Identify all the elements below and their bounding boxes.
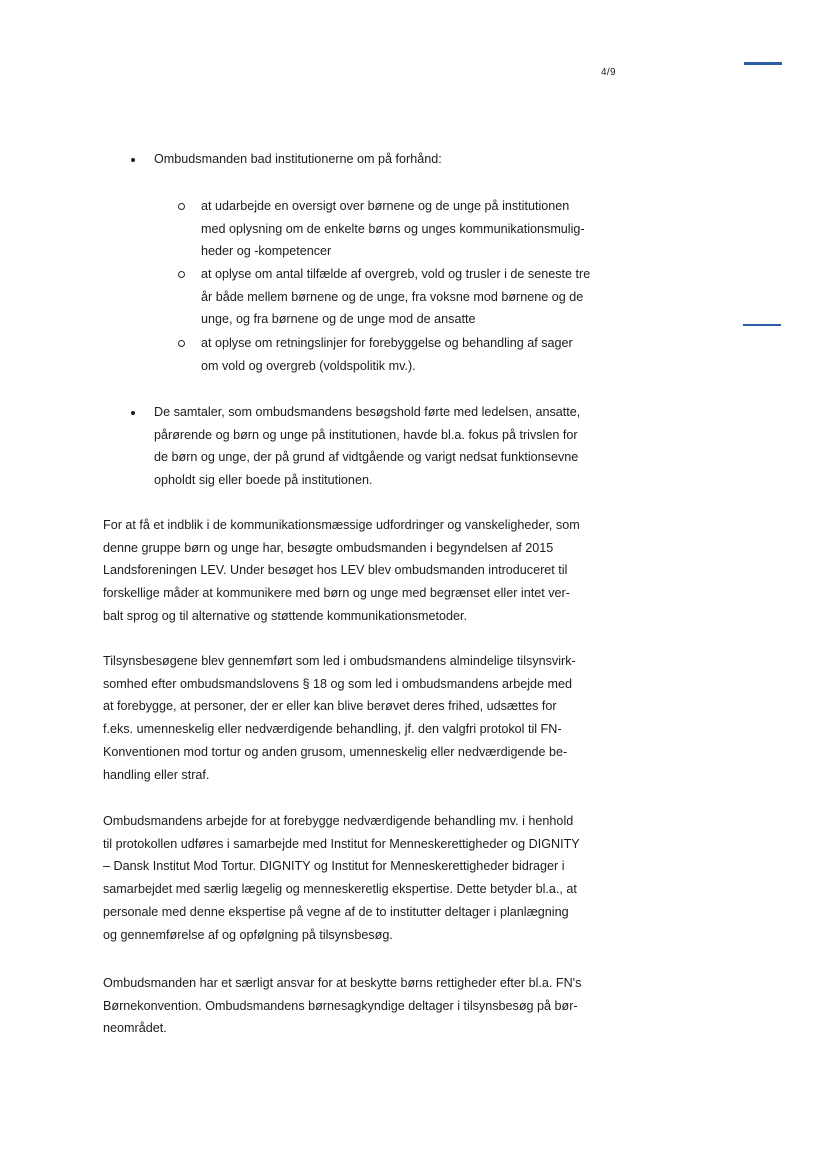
paragraph-line: forskellige måder at kommunikere med børn og unge med begrænset eller intet ver-	[103, 586, 570, 601]
bullet-item-request	[154, 148, 634, 171]
paragraph-line: Tilsynsbesøgene blev gennemført som led i ombudsmandens almindelige tilsynsvirk-	[103, 654, 576, 668]
bullet-item-conversations	[154, 401, 624, 492]
circle-bullet-icon	[178, 340, 185, 347]
paragraph-line: Børnekonvention. Ombudsmandens børnesagkyndige deltager i tilsynsbesøg på bør-	[103, 998, 578, 1013]
paragraph-line: handling eller straf.	[103, 767, 210, 782]
sub-item-line: at oplyse om antal tilfælde af overgreb, vold og trusler i de seneste tre	[201, 267, 591, 281]
bullet-line: de børn og unge, der på grund af vidtgående og varigt nedsat funktionsevne	[154, 450, 579, 465]
paragraph-line: neområdet.	[103, 1021, 167, 1036]
paragraph-line: f.eks. umenneskelig eller nedværdigende behandling, jf. den valgfri protokol til FN-	[103, 722, 562, 737]
sub-item-line: år både mellem børnene og de unge, fra voksne mod børnene og de	[201, 289, 584, 304]
sub-item-line: unge, og fra børnene og de unge mod de ansatte	[201, 312, 476, 327]
sub-item-overview	[201, 195, 621, 263]
sub-item-line: heder og -kompetencer	[201, 244, 332, 259]
paragraph-line: – Dansk Institut Mod Tortur. DIGNITY og Institut for Menneskerettigheder bidrager i	[103, 859, 565, 874]
paragraph-inspection-basis	[103, 650, 613, 786]
page-number: 4/9	[601, 67, 616, 78]
sub-item-line: at udarbejde en oversigt over børnene og de unge på institutionen	[201, 199, 570, 213]
paragraph-line: til protokollen udføres i samarbejde med Institut for Menneskerettigheder og DIGNITY	[103, 836, 580, 851]
bullet-dot-icon	[131, 411, 135, 415]
sub-item-line: med oplysning om de enkelte børns og unges kommunikationsmulig-	[201, 221, 585, 236]
circle-bullet-icon	[178, 271, 185, 278]
paragraph-line: Landsforeningen LEV. Under besøget hos LEV blev ombudsmanden introduceret til	[103, 563, 568, 578]
paragraph-line: personale med denne ekspertise på vegne af de to institutter deltager i planlægning	[103, 904, 569, 919]
paragraph-childrens-rights	[103, 972, 613, 1040]
sub-item-line: at oplyse om retningslinjer for forebyggelse og behandling af sager	[201, 336, 573, 350]
margin-mark-middle	[743, 324, 781, 326]
paragraph-line: For at få et indblik i de kommunikationsmæssige udfordringer og vanskeligheder, som	[103, 518, 580, 532]
sub-item-line: om vold og overgreb (voldspolitik mv.).	[201, 358, 416, 373]
sub-item-guidelines	[201, 332, 621, 377]
circle-bullet-icon	[178, 203, 185, 210]
sub-item-incidents	[201, 263, 621, 331]
bullet-text: Ombudsmanden bad institutionerne om på forhånd:	[154, 152, 442, 166]
paragraph-line: Konventionen mod tortur og anden grusom, umenneskelig eller nedværdigende be-	[103, 744, 568, 759]
paragraph-line: somhed efter ombudsmandslovens § 18 og som led i ombudsmandens arbejde med	[103, 676, 573, 691]
paragraph-lev-visit	[103, 514, 613, 628]
bullet-dot-icon	[131, 158, 135, 162]
bullet-line: De samtaler, som ombudsmandens besøgshold førte med ledelsen, ansatte,	[154, 405, 581, 419]
paragraph-cooperation	[103, 810, 613, 946]
paragraph-line: at forebygge, at personer, der er eller kan blive berøvet deres frihed, udsættes for	[103, 699, 557, 714]
margin-mark-top	[744, 62, 782, 65]
paragraph-line: Ombudsmanden har et særligt ansvar for at beskytte børns rettigheder efter bl.a. FN's	[103, 976, 582, 990]
paragraph-line: og gennemførelse af og opfølgning på tilsynsbesøg.	[103, 927, 393, 942]
paragraph-line: samarbejdet med særlig lægelig og menneskeretlig ekspertise. Dette betyder bl.a., at	[103, 882, 577, 897]
paragraph-line: balt sprog og til alternative og støttende kommunikationsmetoder.	[103, 608, 468, 623]
bullet-line: opholdt sig eller boede på institutionen.	[154, 473, 373, 488]
paragraph-line: Ombudsmandens arbejde for at forebygge nedværdigende behandling mv. i henhold	[103, 814, 574, 828]
paragraph-line: denne gruppe børn og unge har, besøgte ombudsmanden i begyndelsen af 2015	[103, 540, 554, 555]
bullet-line: pårørende og børn og unge på institutionen, havde bl.a. fokus på trivslen for	[154, 427, 578, 442]
